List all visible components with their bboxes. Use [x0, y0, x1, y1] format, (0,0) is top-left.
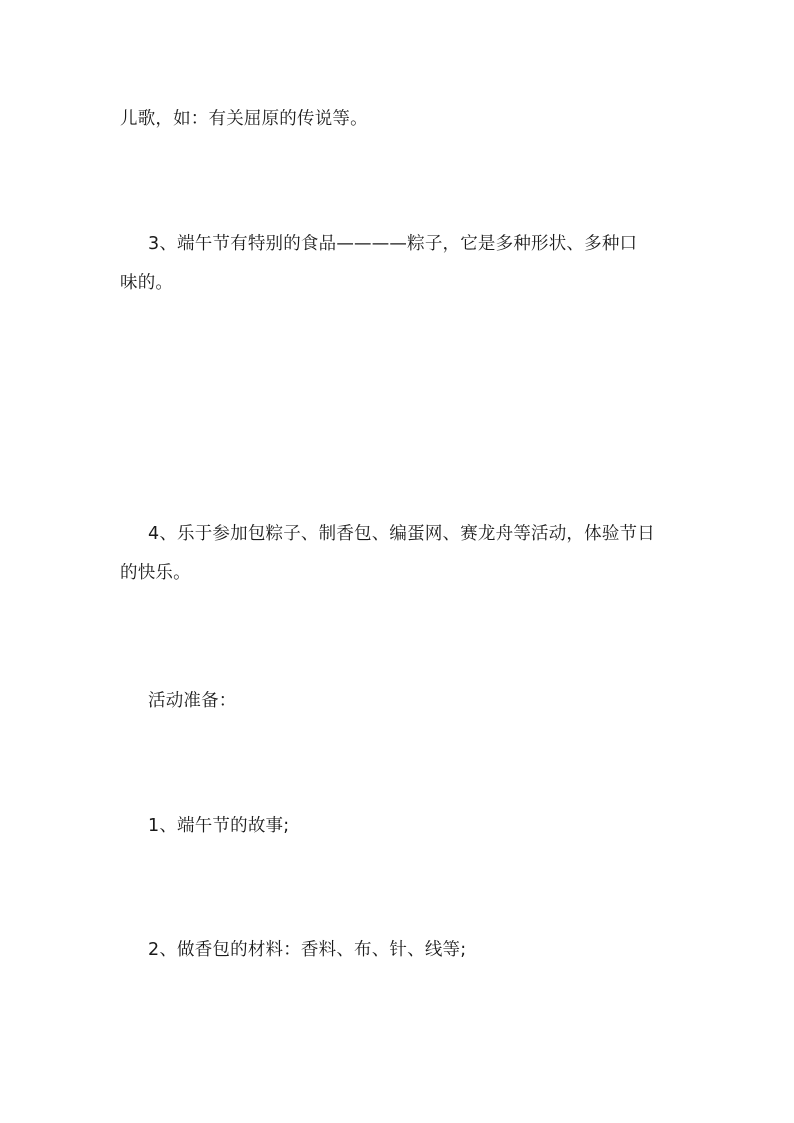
paragraph-prep-2-materials: [120, 932, 676, 968]
paragraph-item-3-zongzi: [120, 226, 676, 301]
text-line: 1、端午节的故事;: [148, 816, 290, 836]
paragraph-item-4-activities: [120, 516, 676, 591]
section-heading-preparation: [120, 683, 676, 719]
text-line: 味的。: [120, 273, 174, 293]
text-line: 4、乐于参加包粽子、制香包、编蛋网、赛龙舟等活动，体验节日: [148, 524, 655, 544]
text-line: 2、做香包的材料：香料、布、针、线等;: [148, 940, 467, 960]
paragraph-prep-1-story: [120, 808, 676, 844]
text-line: 儿歌，如：有关屈原的传说等。: [120, 109, 368, 129]
paragraph-continued-songs: [120, 101, 676, 137]
text-line: 的快乐。: [120, 563, 191, 583]
heading-text: 活动准备：: [148, 691, 237, 711]
text-line: 3、端午节有特别的食品————粽子，它是多种形状、多种口: [148, 234, 638, 254]
